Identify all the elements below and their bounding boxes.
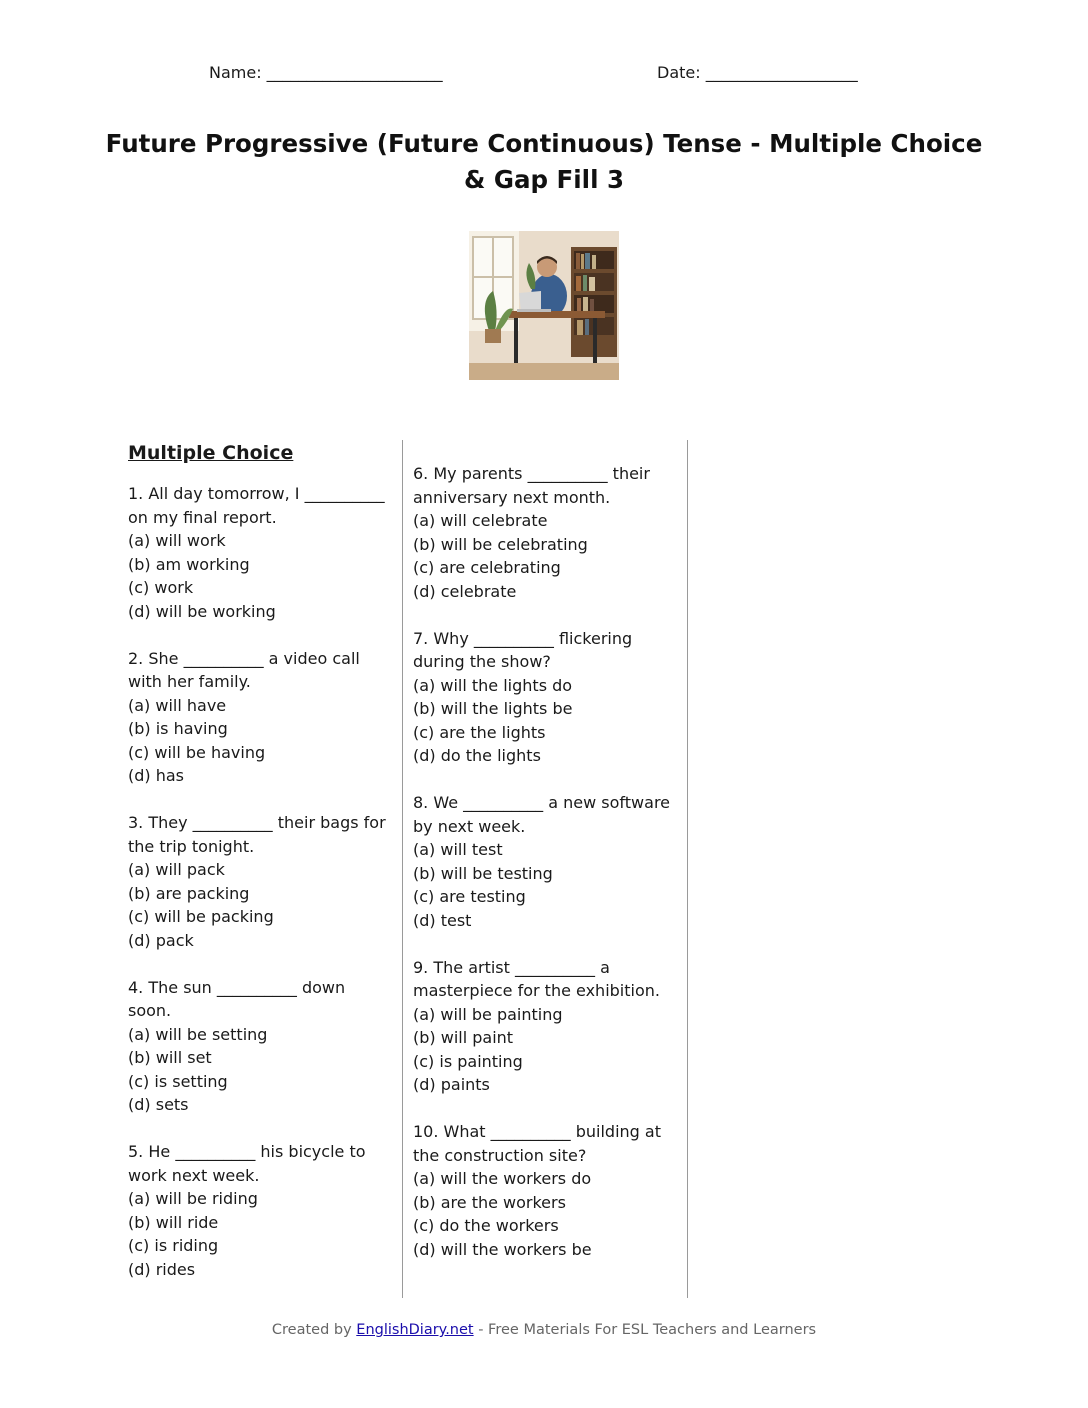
- answer-option: (b) are the workers: [413, 1192, 566, 1212]
- answer-option: (d) do the lights: [413, 746, 541, 765]
- question-stem: 5. He __________ his bicycle to work next week.: [128, 1142, 366, 1185]
- answer-option: (b) am working: [128, 554, 250, 574]
- answer-option: (a) will pack: [128, 860, 225, 879]
- answer-option: (c) do the workers: [413, 1216, 559, 1235]
- question: [413, 1120, 678, 1261]
- question: [413, 791, 678, 932]
- answer-option: (d) has: [128, 766, 185, 785]
- answer-option: (a) will be setting: [128, 1024, 268, 1044]
- answer-option: (a) will work: [128, 531, 226, 550]
- question: [128, 976, 390, 1117]
- question: [128, 811, 390, 952]
- question: [128, 482, 390, 623]
- question: [128, 647, 390, 788]
- answer-option: (c) will be having: [128, 742, 266, 762]
- answer-option: (d) test: [413, 910, 472, 930]
- questions-column-right: [413, 462, 678, 1285]
- answer-option: (d) rides: [128, 1259, 196, 1279]
- answer-option: (a) will be painting: [413, 1004, 563, 1024]
- answer-option: (b) are packing: [128, 883, 250, 903]
- answer-option: (c) work: [128, 578, 194, 597]
- answer-option: (b) will the lights be: [413, 699, 573, 718]
- question-stem: 2. She __________ a video call with her family.: [128, 648, 360, 691]
- question-stem: 4. The sun __________ down soon.: [128, 977, 346, 1020]
- question-stem: 1. All day tomorrow, I __________ on my final report.: [128, 484, 385, 527]
- englishdiary-link[interactable]: EnglishDiary.net: [356, 1322, 474, 1338]
- section-title: Multiple Choice: [128, 442, 294, 464]
- answer-option: (d) celebrate: [413, 581, 517, 601]
- question-stem: 9. The artist __________ a masterpiece for the exhibition.: [413, 957, 660, 1000]
- answer-option: (a) will the workers do: [413, 1169, 592, 1188]
- answer-option: (d) sets: [128, 1095, 189, 1114]
- footer-prefix: Created by: [271, 1322, 357, 1338]
- answer-option: (c) will be packing: [128, 907, 274, 926]
- answer-option: (d) will be working: [128, 601, 276, 621]
- answer-option: (d) paints: [413, 1075, 490, 1094]
- man-working-laptop-illustration: [469, 231, 619, 380]
- column-divider-right: [687, 440, 688, 1298]
- answer-option: (b) is having: [128, 719, 228, 738]
- column-divider-left: [402, 440, 403, 1298]
- page-title: Future Progressive (Future Continuous) Tense - Multiple Choice & Gap Fill 3: [105, 129, 983, 194]
- answer-option: (b) will be testing: [413, 863, 553, 883]
- question-stem: 6. My parents __________ their anniversary next month.: [413, 464, 650, 507]
- question: [413, 462, 678, 603]
- date-field-label: Date: ___________________: [657, 63, 858, 82]
- answer-option: (c) are testing: [413, 887, 526, 906]
- question-stem: 3. They __________ their bags for the trip tonight.: [128, 813, 386, 856]
- answer-option: (b) will paint: [413, 1028, 514, 1047]
- name-field-label: Name: ______________________: [209, 63, 443, 82]
- answer-option: (d) will the workers be: [413, 1239, 592, 1259]
- answer-option: (b) will ride: [128, 1212, 219, 1232]
- questions-column-left: [128, 440, 390, 1305]
- answer-option: (c) are celebrating: [413, 558, 561, 577]
- answer-option: (c) is riding: [128, 1236, 219, 1255]
- answer-option: (c) are the lights: [413, 722, 546, 742]
- answer-option: (b) will set: [128, 1048, 212, 1067]
- question: [413, 956, 678, 1097]
- answer-option: (c) is setting: [128, 1071, 228, 1091]
- answer-option: (a) will celebrate: [413, 511, 548, 530]
- answer-option: (a) will be riding: [128, 1189, 258, 1208]
- question: [413, 627, 678, 768]
- footer: [0, 1322, 1088, 1338]
- answer-option: (c) is painting: [413, 1051, 523, 1071]
- question: [128, 1140, 390, 1281]
- answer-option: (b) will be celebrating: [413, 534, 588, 554]
- question-stem: 8. We __________ a new software by next week.: [413, 793, 671, 836]
- answer-option: (a) will the lights do: [413, 675, 573, 695]
- answer-option: (d) pack: [128, 930, 194, 950]
- answer-option: (a) will have: [128, 695, 227, 715]
- question-stem: 10. What __________ building at the construction site?: [413, 1122, 661, 1165]
- footer-suffix: - Free Materials For ESL Teachers and Learners: [473, 1322, 817, 1338]
- question-stem: 7. Why __________ flickering during the show?: [413, 628, 633, 671]
- answer-option: (a) will test: [413, 840, 503, 859]
